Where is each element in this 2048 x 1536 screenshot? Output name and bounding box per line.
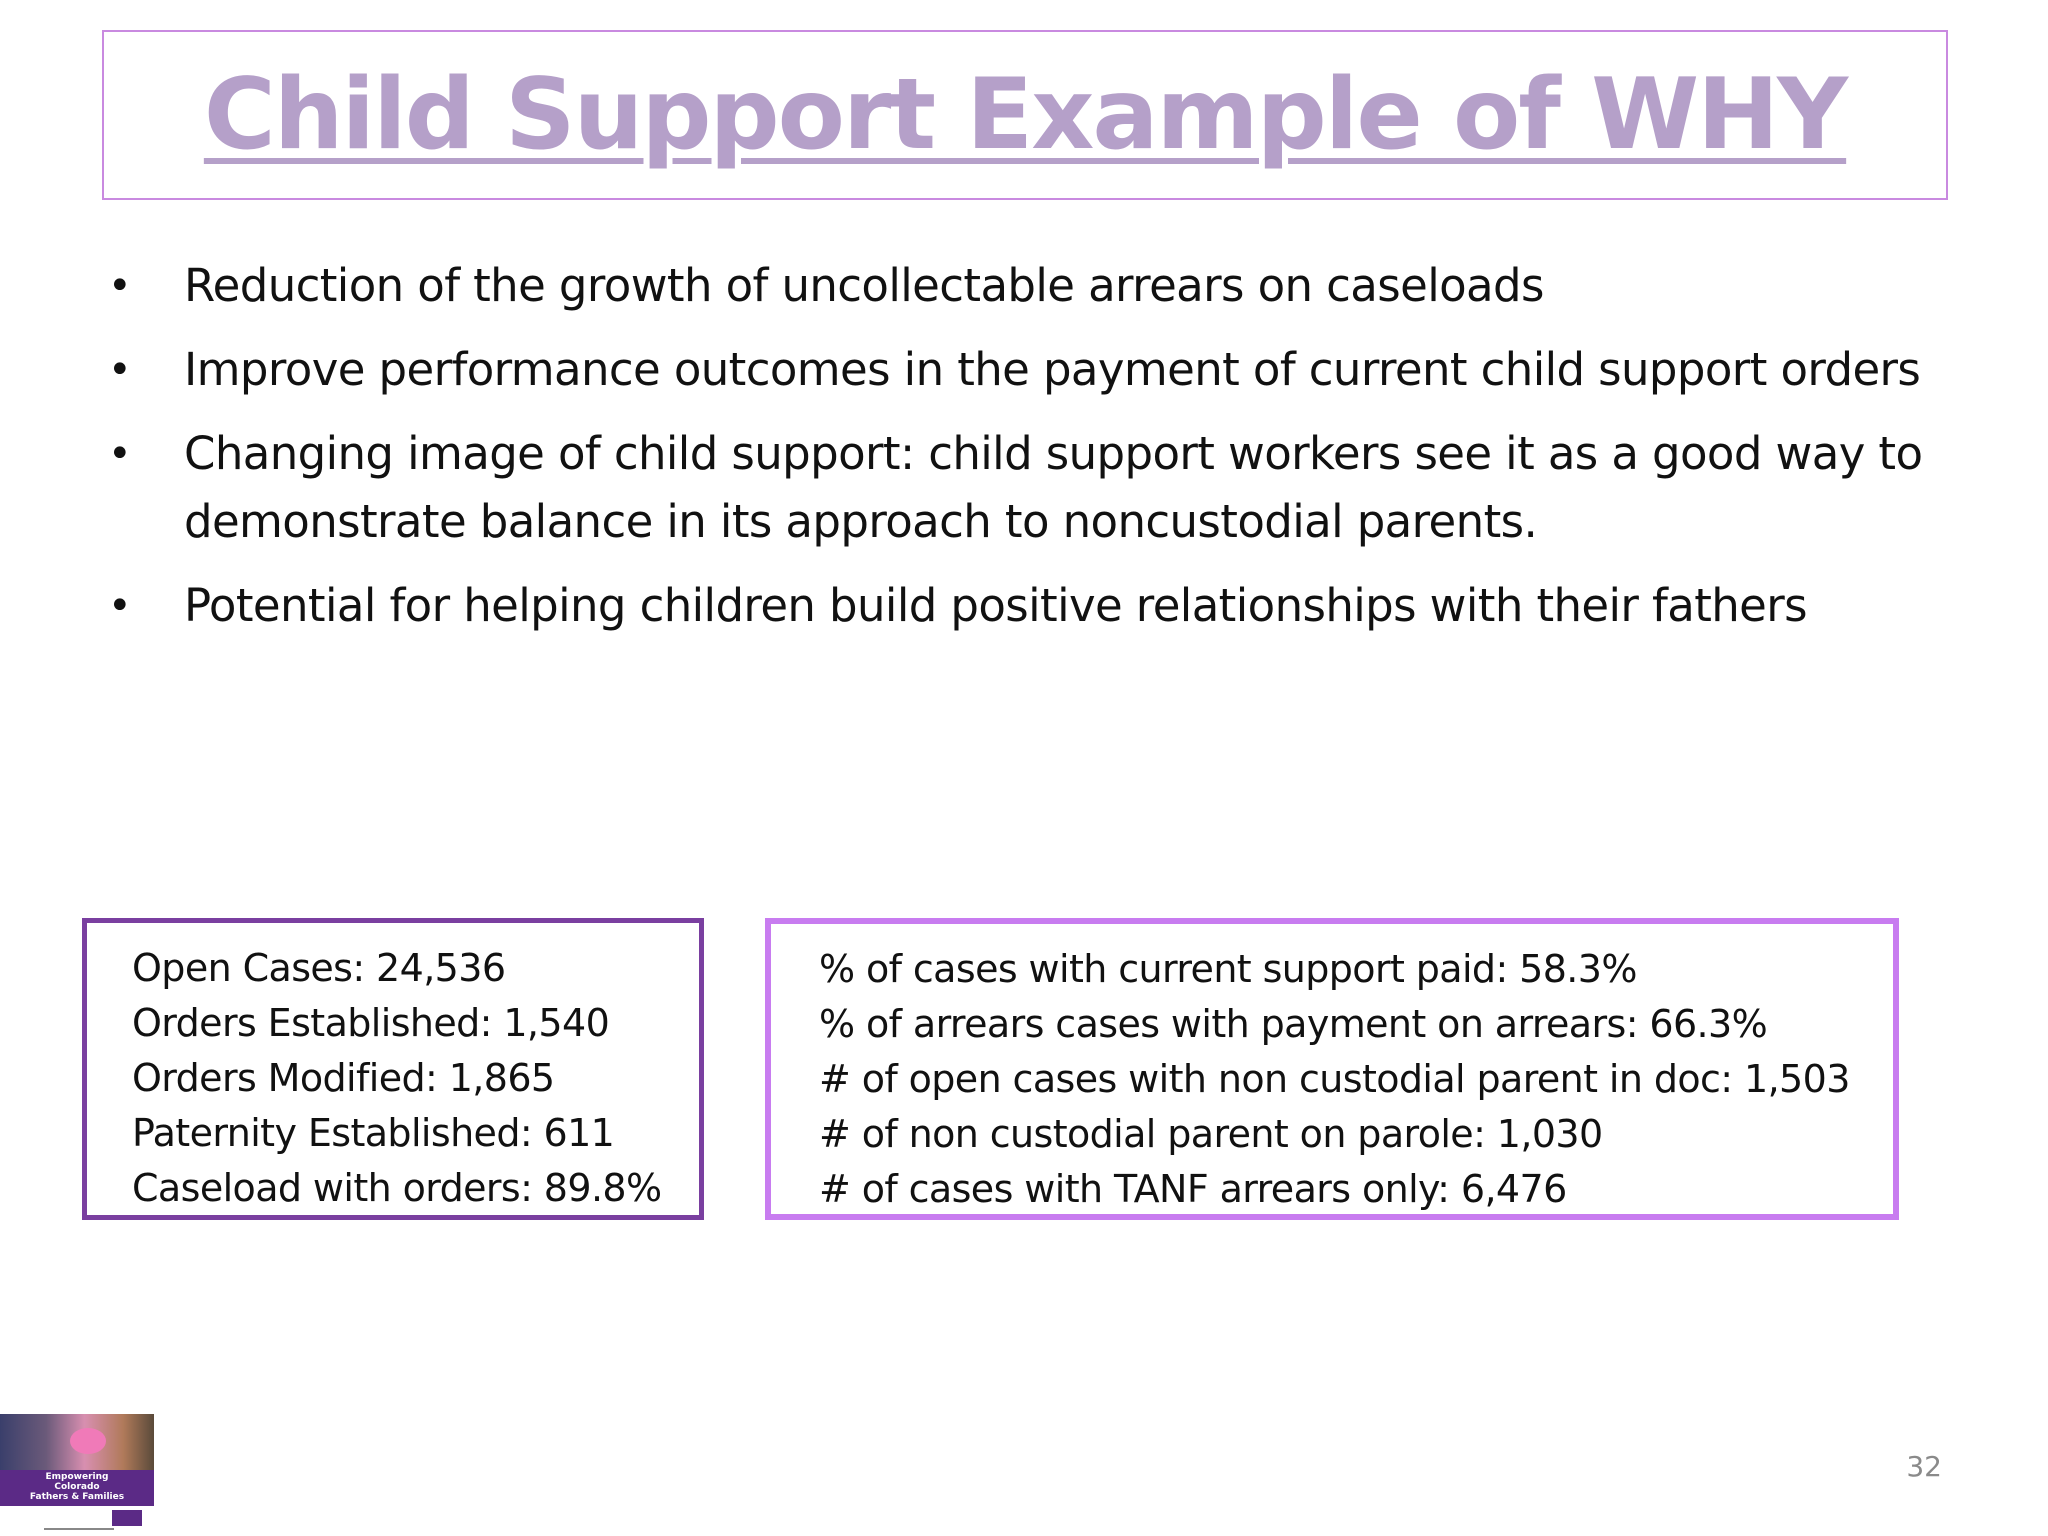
logo-mark-icon xyxy=(112,1510,142,1526)
bullet-text: Changing image of child support: child support workers see it as a good way to demonstrate balance in its approach to noncustodial parents. xyxy=(184,427,1923,548)
bullet-item xyxy=(100,336,1960,404)
stat-orders-modified: Orders Modified: 1,865 xyxy=(132,1056,555,1100)
logo-photo xyxy=(0,1414,154,1470)
bullet-text: Reduction of the growth of uncollectable arrears on caseloads xyxy=(184,259,1544,312)
logo-footer-line xyxy=(44,1528,114,1530)
page-number: 32 xyxy=(1906,1450,1942,1483)
bullet-list xyxy=(100,252,1960,656)
slide-title: Child Support Example of WHY xyxy=(203,58,1847,172)
title-box xyxy=(102,30,1948,200)
stat-caseload-with-orders: Caseload with orders: 89.8% xyxy=(132,1166,662,1210)
stat-tanf-arrears-only: # of cases with TANF arrears only: 6,476 xyxy=(819,1167,1567,1211)
bullet-icon: • xyxy=(108,431,131,477)
bullet-item xyxy=(100,572,1960,640)
logo-text xyxy=(0,1472,154,1502)
bullet-icon: • xyxy=(108,347,131,393)
stat-arrears-payment: % of arrears cases with payment on arrears: 66.3% xyxy=(819,1002,1768,1046)
bullet-icon: • xyxy=(108,263,131,309)
stat-ncp-on-parole: # of non custodial parent on parole: 1,030 xyxy=(819,1112,1603,1156)
bullet-text: Potential for helping children build positive relationships with their fathers xyxy=(184,579,1808,632)
stat-open-cases: Open Cases: 24,536 xyxy=(132,946,506,990)
stat-orders-established: Orders Established: 1,540 xyxy=(132,1001,610,1045)
logo-text-line: Colorado xyxy=(54,1482,100,1492)
organization-logo xyxy=(0,1414,154,1536)
bullet-item xyxy=(100,420,1960,556)
logo-text-line: Fathers & Families xyxy=(29,1492,125,1502)
stat-current-support-paid: % of cases with current support paid: 58.3% xyxy=(819,947,1637,991)
stat-paternity-established: Paternity Established: 611 xyxy=(132,1111,615,1155)
payment-stats-box xyxy=(765,918,1899,1220)
bullet-item xyxy=(100,252,1960,320)
stat-ncp-in-doc: # of open cases with non custodial parent in doc: 1,503 xyxy=(819,1057,1850,1101)
bullet-text: Improve performance outcomes in the payment of current child support orders xyxy=(184,343,1921,396)
logo-photo-highlight xyxy=(70,1428,106,1454)
logo-text-line: Empowering xyxy=(45,1472,109,1482)
logo-footer xyxy=(0,1506,154,1536)
bullet-icon: • xyxy=(108,583,131,629)
caseload-stats-box xyxy=(82,918,704,1220)
